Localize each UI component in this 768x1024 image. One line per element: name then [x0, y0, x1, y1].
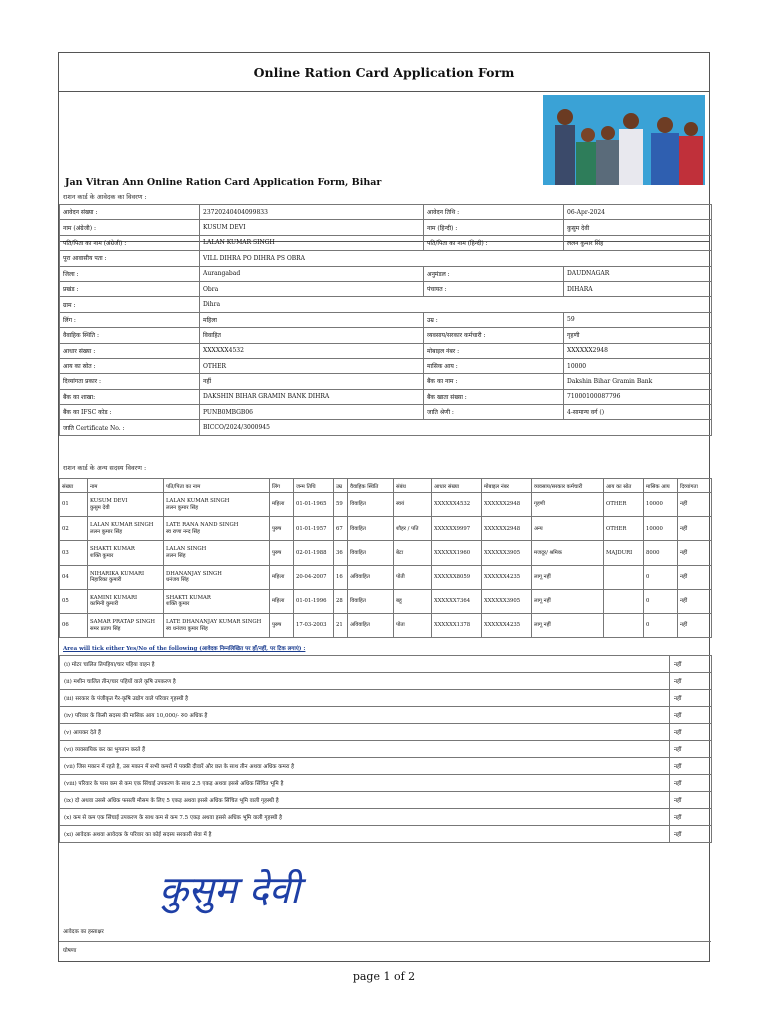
- field-value: नहीं: [200, 374, 424, 389]
- question-answer: नहीं: [670, 826, 712, 843]
- member-cell: 20-04-2007: [294, 565, 334, 589]
- field-label: पूरा आवासीय पता :: [60, 251, 200, 266]
- field-value: Aurangabad: [200, 266, 424, 281]
- family-photo: [543, 95, 705, 185]
- member-cell: 01-01-1957: [294, 517, 334, 541]
- member-cell: विवाहित: [348, 517, 394, 541]
- member-cell: XXXXXX7364: [432, 589, 482, 613]
- page-number: page 1 of 2: [352, 970, 416, 983]
- member-column-header: उम्र: [334, 479, 348, 493]
- field-value: गृहणी: [564, 328, 712, 343]
- member-cell: XXXXXX9997: [432, 517, 482, 541]
- field-label: आधार संख्या :: [60, 343, 200, 358]
- member-cell: गृहणी: [532, 493, 604, 517]
- member-cell: KUSUM DEVI कुसुम देवी: [88, 493, 164, 517]
- member-cell: 10000: [644, 493, 678, 517]
- member-cell: 8000: [644, 541, 678, 565]
- question-row: [60, 673, 712, 690]
- member-cell: शौहर / पति: [394, 517, 432, 541]
- question-text: (ix) दो अथवा उससे अधिक फसली मौसम के लिए 5 एकड़ अथवा इससे अधिक सिंचित भूमि वाली गृहस्थी है: [60, 792, 670, 809]
- field-label: अनुमंडल :: [424, 266, 564, 281]
- field-label: दिव्यांगता प्रकार :: [60, 374, 200, 389]
- member-cell: अविवाहित: [348, 565, 394, 589]
- field-value: 23720240404099833: [200, 205, 424, 220]
- question-answer: नहीं: [670, 775, 712, 792]
- question-text: (xi) आवेदक अथवा आवेदक के परिवार का कोई सदस्य सरकारी सेवा में है: [60, 826, 670, 843]
- member-cell: 06: [60, 613, 88, 637]
- applicant-row: [60, 312, 712, 327]
- form-title: Online Ration Card Application Form: [59, 53, 709, 92]
- member-column-header: नाम: [88, 479, 164, 493]
- member-cell: XXXXXX4235: [482, 565, 532, 589]
- member-cell: SHAKTI KUMAR शक्ति कुमार: [88, 541, 164, 565]
- applicant-row: [60, 266, 712, 281]
- question-row: [60, 826, 712, 843]
- member-cell: महिला: [270, 565, 294, 589]
- member-cell: XXXXXX4235: [482, 613, 532, 637]
- applicant-row: [60, 389, 712, 404]
- question-text: (iii) सरकार के पंजीकृत गैर-कृषि उद्योग वाले परिवार गृहस्थी है: [60, 690, 670, 707]
- member-cell: स्वयं: [394, 493, 432, 517]
- member-cell: मजदूर/ श्रमिक: [532, 541, 604, 565]
- member-cell: अविवाहित: [348, 613, 394, 637]
- field-value: Obra: [200, 281, 424, 296]
- field-value: 06-Apr-2024: [564, 205, 712, 220]
- member-cell: DHANANJAY SINGH धनंजय सिंह: [164, 565, 270, 589]
- member-cell: [604, 613, 644, 637]
- field-value: 59: [564, 312, 712, 327]
- applicant-details-table: [59, 204, 712, 436]
- member-cell: 17-03-2003: [294, 613, 334, 637]
- field-label: मोबाइल नंबर :: [424, 343, 564, 358]
- member-cell: XXXXXX1960: [432, 541, 482, 565]
- member-cell: SHAKTI KUMAR शक्ति कुमार: [164, 589, 270, 613]
- field-value: 71000100087796: [564, 389, 712, 404]
- field-label: जाति श्रेणी :: [424, 405, 564, 420]
- member-cell: लागू नहीं: [532, 613, 604, 637]
- field-value: KUSUM DEVI: [200, 220, 424, 235]
- member-cell: LATE RANA NAND SINGH स्व राणा नन्द सिंह: [164, 517, 270, 541]
- member-cell: XXXXXX3905: [482, 589, 532, 613]
- field-label: मासिक आय :: [424, 358, 564, 373]
- member-cell: XXXXXX3905: [482, 541, 532, 565]
- member-cell: [604, 589, 644, 613]
- member-cell: विवाहित: [348, 541, 394, 565]
- member-column-header: व्यवसाय/सरकार कर्मचारी: [532, 479, 604, 493]
- member-cell: लागू नहीं: [532, 589, 604, 613]
- member-cell: नहीं: [678, 493, 712, 517]
- member-cell: नहीं: [678, 541, 712, 565]
- member-cell: नहीं: [678, 613, 712, 637]
- field-value: DIHARA: [564, 281, 712, 296]
- applicant-row: [60, 343, 712, 358]
- field-label: ग्राम :: [60, 297, 200, 312]
- field-label: वैवाहिक स्थिति :: [60, 328, 200, 343]
- section-applicant-title: राशन कार्ड के आवेदक का विवरण :: [63, 193, 147, 201]
- member-cell: 01: [60, 493, 88, 517]
- field-label: उम्र :: [424, 312, 564, 327]
- member-column-header: पति/पिता का नाम: [164, 479, 270, 493]
- member-row: [60, 613, 712, 637]
- member-cell: 01-01-1965: [294, 493, 334, 517]
- field-value: DAKSHIN BIHAR GRAMIN BANK DIHRA: [200, 389, 424, 404]
- application-form: [58, 52, 710, 962]
- applicant-signature: [149, 851, 409, 921]
- field-label: बैंक का IFSC कोड :: [60, 405, 200, 420]
- member-column-header: मोबाइल नंबर: [482, 479, 532, 493]
- members-header-row: [60, 479, 712, 493]
- field-label: बैंक का शाखा:: [60, 389, 200, 404]
- member-cell: NIHARIKA KUMARI निहारिका कुमारी: [88, 565, 164, 589]
- applicant-row: [60, 358, 712, 373]
- field-value: OTHER: [200, 358, 424, 373]
- question-answer: नहीं: [670, 809, 712, 826]
- member-row: [60, 517, 712, 541]
- question-answer: नहीं: [670, 724, 712, 741]
- member-cell: OTHER: [604, 493, 644, 517]
- question-answer: नहीं: [670, 707, 712, 724]
- member-cell: पोता: [394, 613, 432, 637]
- field-label: व्यवसाय/सरकार कर्मचारी :: [424, 328, 564, 343]
- member-row: [60, 589, 712, 613]
- eligibility-questions-table: [59, 655, 712, 843]
- question-text: (i) मोटर चालित तिपहिया/चार पहिया वाहन है: [60, 656, 670, 673]
- field-label: नाम (हिन्दी) :: [424, 220, 564, 235]
- member-cell: पुरुष: [270, 517, 294, 541]
- member-cell: 03: [60, 541, 88, 565]
- field-label: जाति Certificate No. :: [60, 420, 200, 435]
- member-cell: 59: [334, 493, 348, 517]
- field-value: XXXXXX2948: [564, 343, 712, 358]
- field-value: DAUDNAGAR: [564, 266, 712, 281]
- declaration-label: घोषणा: [59, 941, 711, 961]
- question-row: [60, 707, 712, 724]
- member-cell: 16: [334, 565, 348, 589]
- member-cell: 21: [334, 613, 348, 637]
- question-answer: नहीं: [670, 690, 712, 707]
- question-answer: नहीं: [670, 673, 712, 690]
- member-cell: नहीं: [678, 565, 712, 589]
- member-column-header: दिव्यांगता: [678, 479, 712, 493]
- member-cell: 02-01-1988: [294, 541, 334, 565]
- field-label: आवेदन तिथि :: [424, 205, 564, 220]
- question-answer: नहीं: [670, 792, 712, 809]
- member-cell: पुरुष: [270, 541, 294, 565]
- member-cell: नहीं: [678, 517, 712, 541]
- question-row: [60, 775, 712, 792]
- field-value: विवाहित: [200, 328, 424, 343]
- member-cell: XXXXXX1378: [432, 613, 482, 637]
- member-cell: XXXXXX2948: [482, 517, 532, 541]
- member-column-header: आय का स्रोत: [604, 479, 644, 493]
- field-label: आवेदन संख्या :: [60, 205, 200, 220]
- member-cell: महिला: [270, 589, 294, 613]
- field-label: नाम (अंग्रेजी) :: [60, 220, 200, 235]
- signature-area: [59, 841, 711, 941]
- field-value: कुसुम देवी: [564, 220, 712, 235]
- applicant-row: [60, 251, 712, 266]
- questions-heading: Area will tick either Yes/No of the following (आवेदक निम्नलिखित पर हाँ/नहीं, पर टिक लगाएं) :: [63, 646, 306, 652]
- section-members-title: राशन कार्ड के अन्य सदस्य विवरण :: [63, 464, 147, 472]
- field-value: 4-सामान्य वर्ग (): [564, 405, 712, 420]
- field-value: महिला: [200, 312, 424, 327]
- member-cell: 36: [334, 541, 348, 565]
- member-cell: XXXXXX2948: [482, 493, 532, 517]
- svg-text:कुसुम देवी: कुसुम देवी: [159, 868, 300, 912]
- signature-label: आवेदक का हस्ताक्षर: [63, 929, 104, 935]
- member-column-header: वैवाहिक स्थिति: [348, 479, 394, 493]
- question-row: [60, 741, 712, 758]
- field-label: पंचायत :: [424, 281, 564, 296]
- member-cell: 28: [334, 589, 348, 613]
- member-cell: पोती: [394, 565, 432, 589]
- field-value: ललन कुमार सिंह: [564, 235, 712, 250]
- field-label: लिंग :: [60, 312, 200, 327]
- field-label: बैंक खाता संख्या :: [424, 389, 564, 404]
- member-cell: LALAN KUMAR SINGH ललन कुमार सिंह: [88, 517, 164, 541]
- member-cell: महिला: [270, 493, 294, 517]
- question-text: (iv) परिवार के किसी सदस्य की मासिक आय 10,000/- रु0 अधिक है: [60, 707, 670, 724]
- member-cell: 02: [60, 517, 88, 541]
- member-cell: LALAN KUMAR SINGH ललन कुमार सिंह: [164, 493, 270, 517]
- question-row: [60, 792, 712, 809]
- member-cell: OTHER: [604, 517, 644, 541]
- question-text: (ii) मशीन चालित तीन/चार पहियों वाले कृषि उपकरण है: [60, 673, 670, 690]
- member-cell: LATE DHANANJAY KUMAR SINGH स्व धनंजय कुमार सिंह: [164, 613, 270, 637]
- field-label: जिला :: [60, 266, 200, 281]
- applicant-row: [60, 220, 712, 235]
- field-value: PUNB0MBGB06: [200, 405, 424, 420]
- question-text: (v) आयकर देते हैं: [60, 724, 670, 741]
- question-row: [60, 809, 712, 826]
- field-label: आय का स्रोत :: [60, 358, 200, 373]
- question-row: [60, 656, 712, 673]
- member-cell: 67: [334, 517, 348, 541]
- applicant-row: [60, 235, 712, 250]
- member-column-header: लिंग: [270, 479, 294, 493]
- applicant-row: [60, 374, 712, 389]
- field-label: बैंक का नाम :: [424, 374, 564, 389]
- field-label: प्रखंड :: [60, 281, 200, 296]
- question-answer: नहीं: [670, 758, 712, 775]
- question-text: (x) कम से कम एक सिंचाई उपकरण के साथ कम से कम 7.5 एकड़ अथवा इससे अधिक भूमि वाली गृहस्थी है: [60, 809, 670, 826]
- form-subtitle: Jan Vitran Ann Online Ration Card Application Form, Bihar: [65, 177, 382, 188]
- applicant-row: [60, 420, 712, 435]
- member-cell: विवाहित: [348, 589, 394, 613]
- member-cell: लागू नहीं: [532, 565, 604, 589]
- field-value: 10000: [564, 358, 712, 373]
- member-row: [60, 541, 712, 565]
- member-cell: 04: [60, 565, 88, 589]
- question-row: [60, 758, 712, 775]
- question-row: [60, 690, 712, 707]
- question-text: (vi) व्यवसायिक कर का भुगतान करते हैं: [60, 741, 670, 758]
- member-cell: 0: [644, 613, 678, 637]
- member-cell: SAMAR PRATAP SINGH समर प्रताप सिंह: [88, 613, 164, 637]
- member-column-header: संबंध: [394, 479, 432, 493]
- field-value: Dihra: [200, 297, 712, 312]
- member-cell: नहीं: [678, 589, 712, 613]
- member-cell: 0: [644, 565, 678, 589]
- member-cell: 0: [644, 589, 678, 613]
- field-value: Dakshin Bihar Gramin Bank: [564, 374, 712, 389]
- member-row: [60, 565, 712, 589]
- field-value: LALAN KUMAR SINGH: [200, 235, 424, 250]
- applicant-row: [60, 281, 712, 296]
- member-cell: विवाहित: [348, 493, 394, 517]
- question-text: (viii) परिवार के पास कम से कम एक सिंचाई उपकरण के साथ 2.5 एकड़ अथवा इससे अधिक सिंचित भूमि है: [60, 775, 670, 792]
- member-cell: बहू: [394, 589, 432, 613]
- member-cell: बेटा: [394, 541, 432, 565]
- field-value: XXXXXX4532: [200, 343, 424, 358]
- question-row: [60, 724, 712, 741]
- member-cell: 10000: [644, 517, 678, 541]
- member-cell: पुरुष: [270, 613, 294, 637]
- member-column-header: संख्या: [60, 479, 88, 493]
- member-cell: 05: [60, 589, 88, 613]
- member-cell: XXXXXX4532: [432, 493, 482, 517]
- member-cell: LALAN SINGH ललन सिंह: [164, 541, 270, 565]
- member-row: [60, 493, 712, 517]
- member-cell: अन्य: [532, 517, 604, 541]
- member-cell: XXXXXX8059: [432, 565, 482, 589]
- question-answer: नहीं: [670, 656, 712, 673]
- field-value: BICCO/2024/3000945: [200, 420, 712, 435]
- members-table: [59, 478, 712, 638]
- applicant-row: [60, 205, 712, 220]
- member-cell: 01-01-1996: [294, 589, 334, 613]
- member-column-header: आधार संख्या: [432, 479, 482, 493]
- field-label: पति/पिता का नाम (हिन्दी) :: [424, 235, 564, 250]
- member-column-header: मासिक आय: [644, 479, 678, 493]
- member-cell: [604, 565, 644, 589]
- field-label: पति/पिता का नाम (अंग्रेजी) :: [60, 235, 200, 250]
- question-text: (vii) जिस मकान में रहते है, उस मकान में सभी कमरों में पक्की दीवारें और छत के साथ तीन अथवा अधिक कमरा है: [60, 758, 670, 775]
- field-value: VILL DIHRA PO DIHRA PS OBRA: [200, 251, 712, 266]
- applicant-row: [60, 328, 712, 343]
- member-cell: KAMINI KUMARI कामिनी कुमारी: [88, 589, 164, 613]
- question-answer: नहीं: [670, 741, 712, 758]
- applicant-row: [60, 405, 712, 420]
- member-column-header: जन्म तिथि: [294, 479, 334, 493]
- applicant-row: [60, 297, 712, 312]
- member-cell: MAJDURI: [604, 541, 644, 565]
